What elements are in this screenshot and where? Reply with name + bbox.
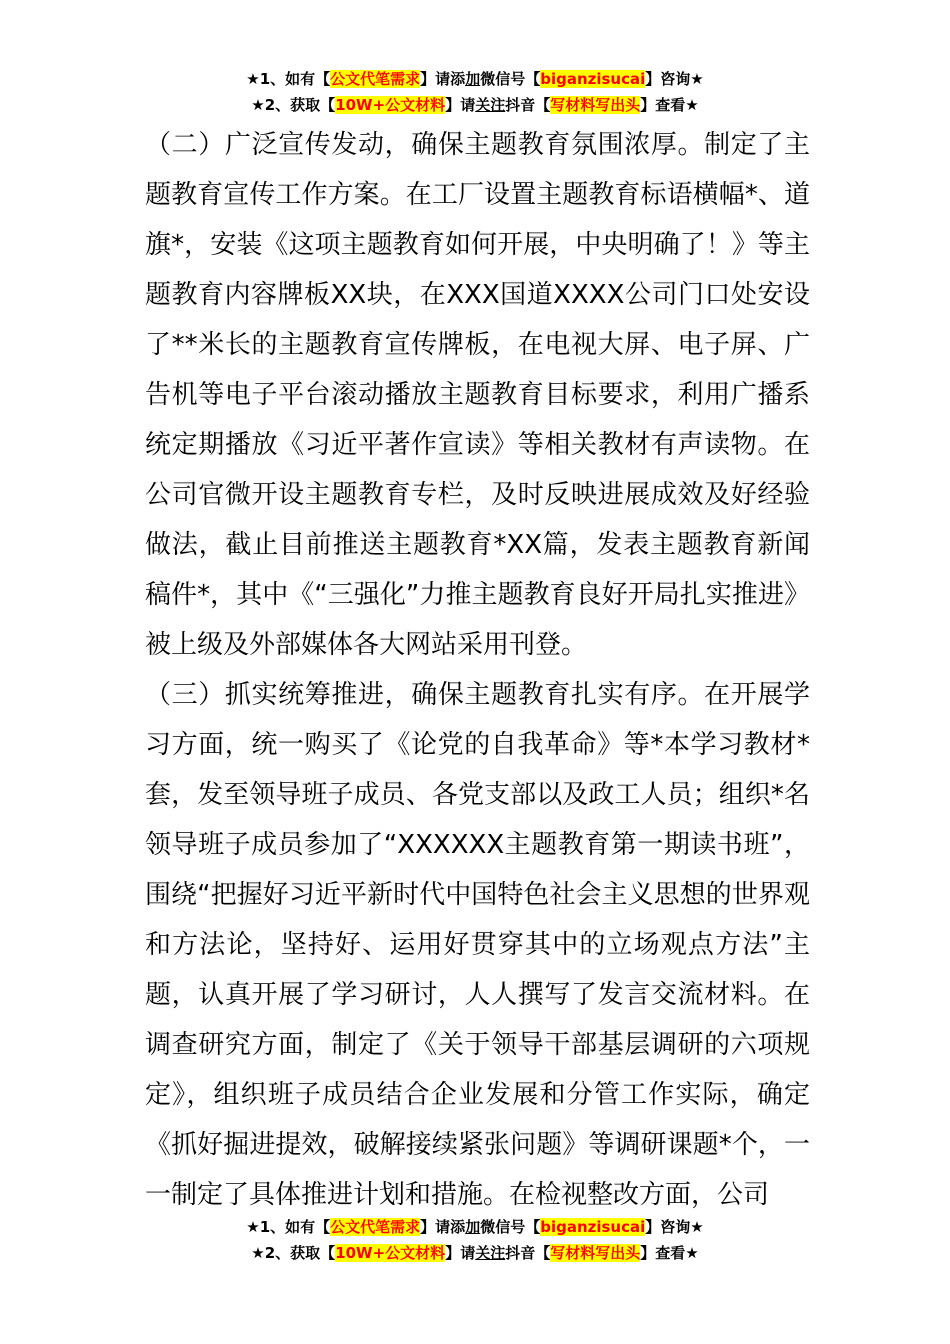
banner-line-1 xyxy=(0,1214,950,1240)
banner-text: 】咨询★ xyxy=(645,70,704,88)
banner-line-2 xyxy=(0,92,950,118)
highlight-text: 公文代笔需求 xyxy=(330,70,421,88)
banner-text: 微信号【 xyxy=(480,70,541,88)
banner-text: 】请添 xyxy=(420,1218,466,1236)
banner-text: 】请添 xyxy=(420,70,466,88)
banner-text: 抖音【 xyxy=(505,96,551,114)
highlight-text: 10W+公文材料 xyxy=(335,96,446,114)
banner-text: 】查看★ xyxy=(640,96,699,114)
highlight-text: 写材料写出头 xyxy=(550,1244,641,1262)
highlight-text: biganzisucai xyxy=(540,1218,646,1236)
banner-line-2 xyxy=(0,1240,950,1266)
highlight-text: biganzisucai xyxy=(540,70,646,88)
banner-text: 微信号【 xyxy=(480,1218,541,1236)
banner-text: 】咨询★ xyxy=(645,1218,704,1236)
highlight-text: 写材料写出头 xyxy=(550,96,641,114)
footer-banner xyxy=(0,1214,950,1266)
banner-text: 】请 xyxy=(445,96,476,114)
document-body xyxy=(145,120,810,1220)
banner-text: ★2、获取【 xyxy=(251,96,336,114)
highlight-text: 公文代笔需求 xyxy=(330,1218,421,1236)
banner-text: ★2、获取【 xyxy=(251,1244,336,1262)
banner-text: 抖音【 xyxy=(505,1244,551,1262)
highlight-text: 10W+公文材料 xyxy=(335,1244,446,1262)
underlined-text: 加 xyxy=(465,1218,481,1236)
paragraph-publicity: （二）广泛宣传发动，确保主题教育氛围浓厚。制定了主题教育宣传工作方案。在工厂设置主题教育标语横幅*、道旗*，安装《这项主题教育如何开展，中央明确了！》等主题教育内容牌板XX块，在XXX国道XXXX公司门口处安设了**米长的主题教育宣传牌板，在电视大屏、电子屏、广告机等电子平台滚动播放主题教育目标要求，利用广播系统定期播放《习近平著作宣读》等相关教材有声读物。在公司官微开设主题教育专栏，及时反映进展成效及好经验做法，截止目前推送主题教育*XX篇，发表主题教育新闻稿件*，其中《“三强化”力推主题教育良好开局扎实推进》被上级及外部媒体各大网站采用刊登。 xyxy=(145,130,810,660)
underlined-text: 关注 xyxy=(475,96,506,114)
banner-text: 】请 xyxy=(445,1244,476,1262)
banner-text: 】查看★ xyxy=(640,1244,699,1262)
banner-line-1 xyxy=(0,66,950,92)
header-banner xyxy=(0,66,950,118)
banner-text: ★1、如有【 xyxy=(246,70,331,88)
banner-text: ★1、如有【 xyxy=(246,1218,331,1236)
underlined-text: 加 xyxy=(465,70,481,88)
paragraph-coordination: （三）抓实统筹推进，确保主题教育扎实有序。在开展学习方面，统一购买了《论党的自我革命》等*本学习教材*套，发至领导班子成员、各党支部以及政工人员；组织*名领导班子成员参加了“XXXXXX主题教育第一期读书班”，围绕“把握好习近平新时代中国特色社会主义思想的世界观和方法论，坚持好、运用好贯穿其中的立场观点方法”主题，认真开展了学习研讨，人人撰写了发言交流材料。在调查研究方面，制定了《关于领导干部基层调研的六项规定》，组织班子成员结合企业发展和分管工作实际，确定《抓好掘进提效，破解接续紧张问题》等调研课题*个，一一制定了具体推进计划和措施。在检视整改方面，公司 xyxy=(145,680,810,1210)
underlined-text: 关注 xyxy=(475,1244,506,1262)
